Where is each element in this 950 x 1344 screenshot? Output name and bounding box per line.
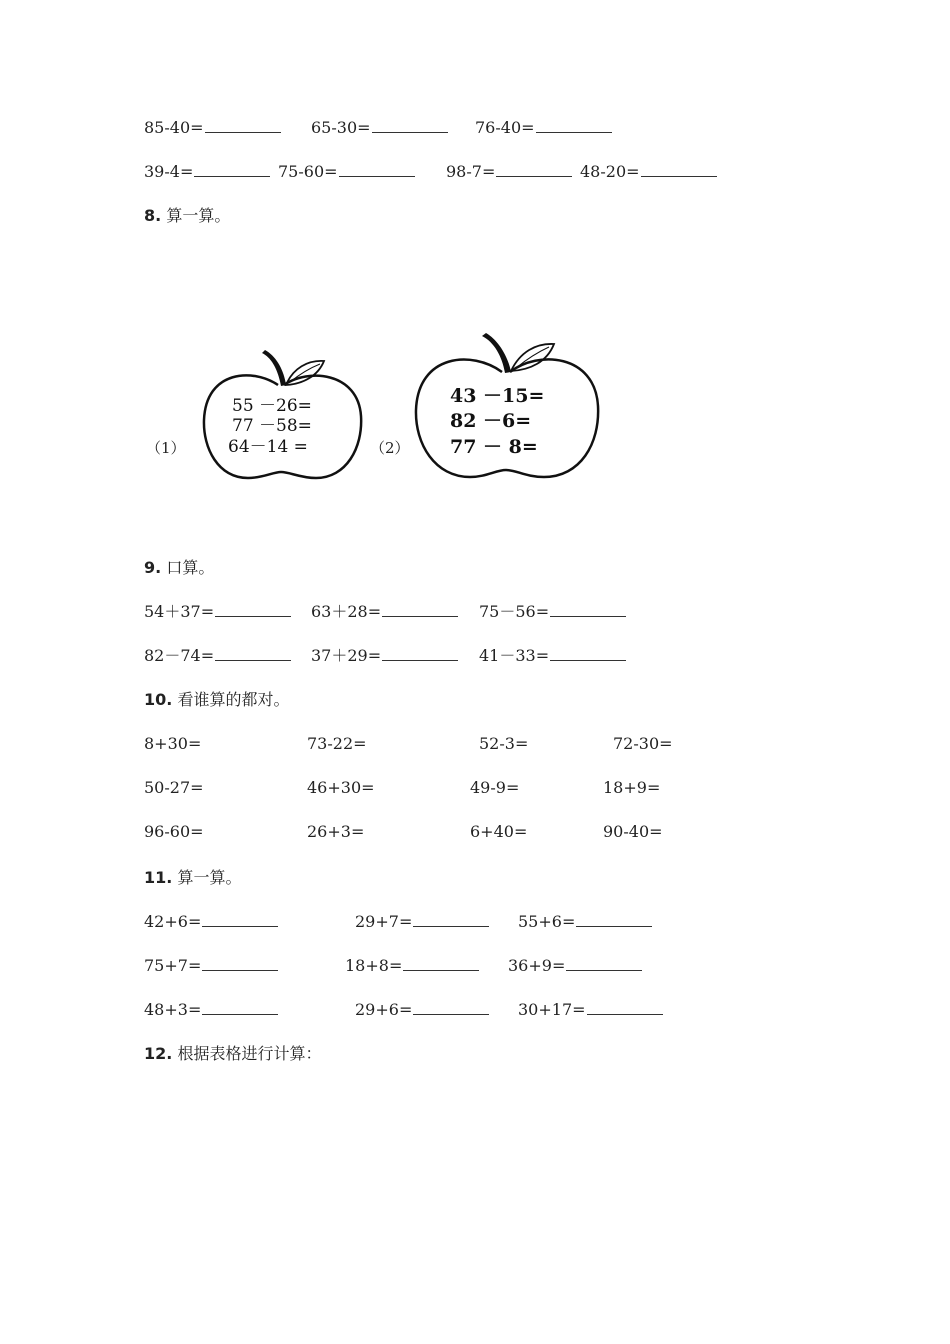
- q11-row-3: [0, 998, 950, 1022]
- q10-row-1: [0, 732, 950, 756]
- question-number: 8.: [144, 206, 162, 225]
- top-row-1: [0, 116, 950, 140]
- q11-row-1: [0, 910, 950, 934]
- answer-blank[interactable]: [413, 910, 489, 927]
- apple-1-illustration: [198, 348, 368, 483]
- problem: 41－33=: [479, 644, 626, 668]
- problem: 18+8=: [345, 954, 479, 978]
- problem: 75-60=: [278, 160, 415, 184]
- apple-1-line-3: 64－14 =: [228, 437, 308, 457]
- problem: 73-22=: [307, 734, 367, 753]
- question-10-heading: [144, 688, 289, 712]
- problem: 18+9=: [603, 778, 661, 797]
- answer-blank[interactable]: [536, 116, 612, 133]
- answer-blank[interactable]: [215, 600, 291, 617]
- question-title: 根据表格进行计算：: [177, 1044, 322, 1063]
- question-title: 算一算。: [166, 206, 231, 225]
- problem: 48-20=: [580, 160, 717, 184]
- problem: 76-40=: [475, 116, 612, 140]
- problem: 36+9=: [508, 954, 642, 978]
- problem: 75+7=: [144, 954, 278, 978]
- answer-blank[interactable]: [641, 160, 717, 177]
- apple-1-label: （1）: [146, 439, 186, 457]
- problem: 6+40=: [470, 822, 528, 841]
- answer-blank[interactable]: [587, 998, 663, 1015]
- problem: 37＋29=: [311, 644, 458, 668]
- apple-2-label: （2）: [370, 439, 410, 457]
- question-number: 12.: [144, 1044, 173, 1063]
- answer-blank[interactable]: [576, 910, 652, 927]
- question-title: 算一算。: [177, 868, 242, 887]
- problem: 52-3=: [479, 734, 529, 753]
- question-9-heading: [144, 556, 214, 580]
- apple-1-line-2: 77 －58=: [232, 416, 312, 436]
- problem: 29+7=: [355, 910, 489, 934]
- apple-1-stem: [262, 350, 286, 386]
- problem: 8+30=: [144, 734, 202, 753]
- problem: 65-30=: [311, 116, 448, 140]
- question-number: 10.: [144, 690, 173, 709]
- top-row-2: [0, 160, 950, 184]
- q10-row-2: [0, 776, 950, 800]
- question-11-heading: [144, 866, 241, 890]
- q11-row-2: [0, 954, 950, 978]
- problem: 98-7=: [446, 160, 572, 184]
- answer-blank[interactable]: [496, 160, 572, 177]
- answer-blank[interactable]: [550, 644, 626, 661]
- problem: 75－56=: [479, 600, 626, 624]
- question-number: 9.: [144, 558, 162, 577]
- answer-blank[interactable]: [566, 954, 642, 971]
- answer-blank[interactable]: [382, 644, 458, 661]
- problem: 29+6=: [355, 998, 489, 1022]
- answer-blank[interactable]: [205, 116, 281, 133]
- apple-1-line-1: 55 －26=: [232, 396, 312, 416]
- answer-blank[interactable]: [202, 954, 278, 971]
- problem: 54＋37=: [144, 600, 291, 624]
- answer-blank[interactable]: [413, 998, 489, 1015]
- problem: 72-30=: [613, 734, 673, 753]
- problem: 85-40=: [144, 116, 281, 140]
- question-title: 口算。: [166, 558, 215, 577]
- apple-2-line-3: 77 － 8=: [450, 436, 538, 458]
- apple-2-illustration: [410, 332, 605, 482]
- q9-row-1: [0, 600, 950, 624]
- answer-blank[interactable]: [202, 998, 278, 1015]
- answer-blank[interactable]: [202, 910, 278, 927]
- answer-blank[interactable]: [550, 600, 626, 617]
- problem: 39-4=: [144, 160, 270, 184]
- q10-row-3: [0, 820, 950, 844]
- problem: 46+30=: [307, 778, 375, 797]
- answer-blank[interactable]: [382, 600, 458, 617]
- problem: 82－74=: [144, 644, 291, 668]
- problem: 96-60=: [144, 822, 204, 841]
- problem: 63＋28=: [311, 600, 458, 624]
- answer-blank[interactable]: [403, 954, 479, 971]
- question-title: 看谁算的都对。: [177, 690, 290, 709]
- problem: 42+6=: [144, 910, 278, 934]
- problem: 26+3=: [307, 822, 365, 841]
- question-8-heading: [144, 204, 230, 228]
- apple-2-line-1: 43 －15=: [450, 385, 545, 407]
- question-12-heading: [144, 1042, 321, 1066]
- question-number: 11.: [144, 868, 173, 887]
- problem: 55+6=: [518, 910, 652, 934]
- answer-blank[interactable]: [194, 160, 270, 177]
- q9-row-2: [0, 644, 950, 668]
- apple-2-line-2: 82 －6=: [450, 410, 532, 432]
- problem: 30+17=: [518, 998, 663, 1022]
- problem: 50-27=: [144, 778, 204, 797]
- answer-blank[interactable]: [339, 160, 415, 177]
- answer-blank[interactable]: [215, 644, 291, 661]
- problem: 49-9=: [470, 778, 520, 797]
- problem: 90-40=: [603, 822, 663, 841]
- problem: 48+3=: [144, 998, 278, 1022]
- answer-blank[interactable]: [372, 116, 448, 133]
